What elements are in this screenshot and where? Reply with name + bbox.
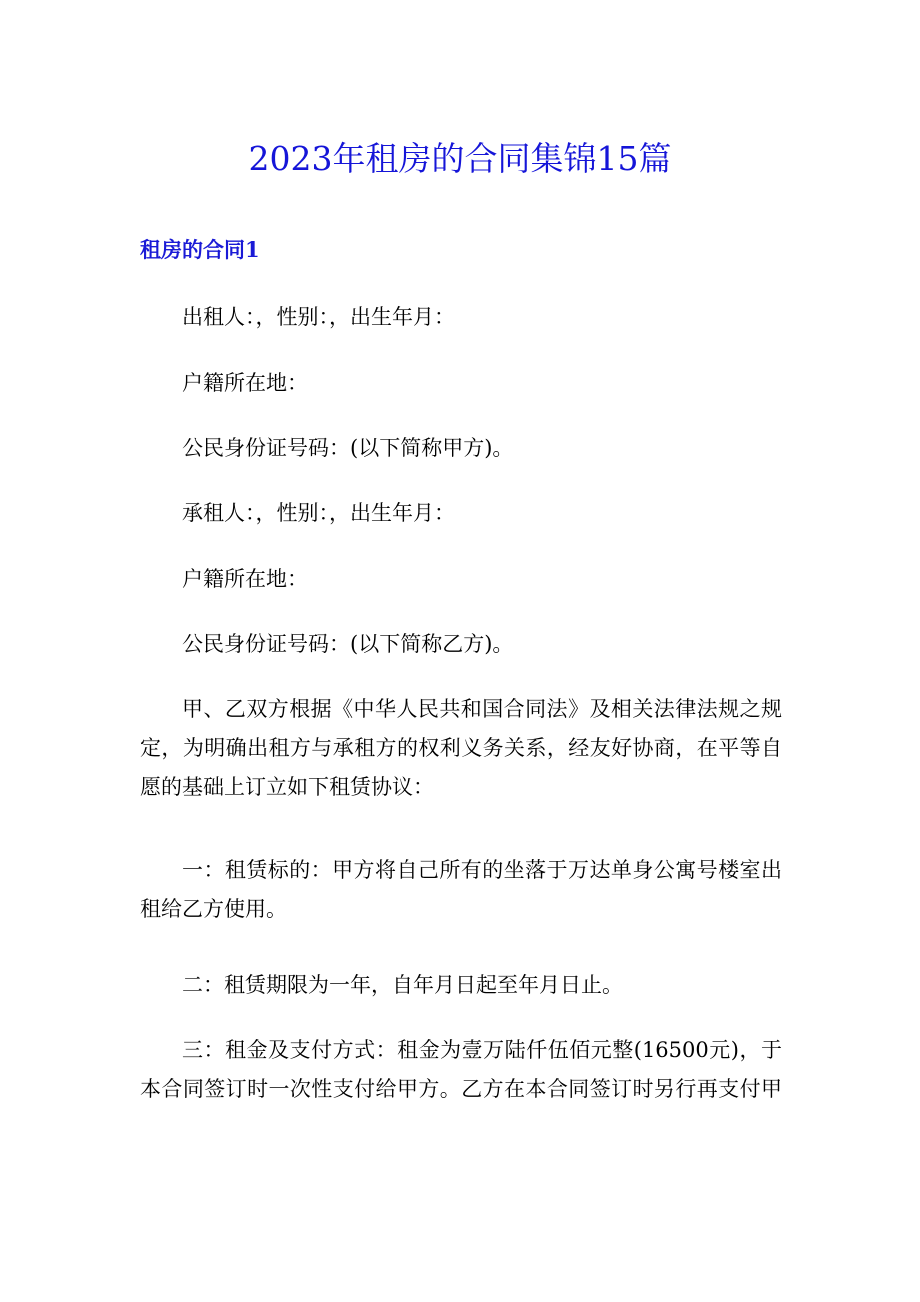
lessor-id xyxy=(140,429,782,468)
document-title: 2023年租房的合同集锦15篇 xyxy=(248,139,672,178)
preamble-line: 定，为明确出租方与承租方的权利义务关系，经友好协商，在平等自 xyxy=(140,736,782,760)
clause-3-line: 本合同签订时一次性支付给甲方。乙方在本合同签订时另行再支付甲 xyxy=(140,1077,782,1101)
lessee-household xyxy=(140,560,782,599)
clause-2 xyxy=(140,966,782,1005)
lessor-line xyxy=(140,298,782,337)
clause-1-line: 一：租赁标的：甲方将自己所有的坐落于万达单身公寓号楼室出 xyxy=(182,858,782,882)
preamble-paragraph xyxy=(140,690,782,807)
clause-1-paragraph xyxy=(140,851,782,929)
lessee-household-text: 户籍所在地： xyxy=(182,567,308,591)
clause-3-line: 三：租金及支付方式：租金为壹万陆仟伍佰元整(16500元)，于 xyxy=(182,1038,782,1062)
preamble-line: 愿的基础上订立如下租赁协议： xyxy=(140,775,434,799)
lessor-household-text: 户籍所在地： xyxy=(182,371,308,395)
lessor-household xyxy=(140,364,782,403)
clause-3-paragraph xyxy=(140,1031,782,1109)
lessee-id-text: 公民身份证号码：(以下简称乙方)。 xyxy=(182,632,514,656)
clause-2-text: 二：租赁期限为一年，自年月日起至年月日止。 xyxy=(182,973,623,997)
section-heading: 租房的合同1 xyxy=(140,237,260,262)
lessee-line-text: 承租人：，性别：，出生年月： xyxy=(182,501,455,525)
clause-1-line: 租给乙方使用。 xyxy=(140,897,287,921)
lessee-line xyxy=(140,494,782,533)
lessor-id-text: 公民身份证号码：(以下简称甲方)。 xyxy=(182,436,514,460)
lessee-id xyxy=(140,625,782,664)
lessor-line-text: 出租人：，性别：，出生年月： xyxy=(182,305,455,329)
preamble-line: 甲、乙双方根据《中华人民共和国合同法》及相关法律法规之规 xyxy=(182,697,782,721)
